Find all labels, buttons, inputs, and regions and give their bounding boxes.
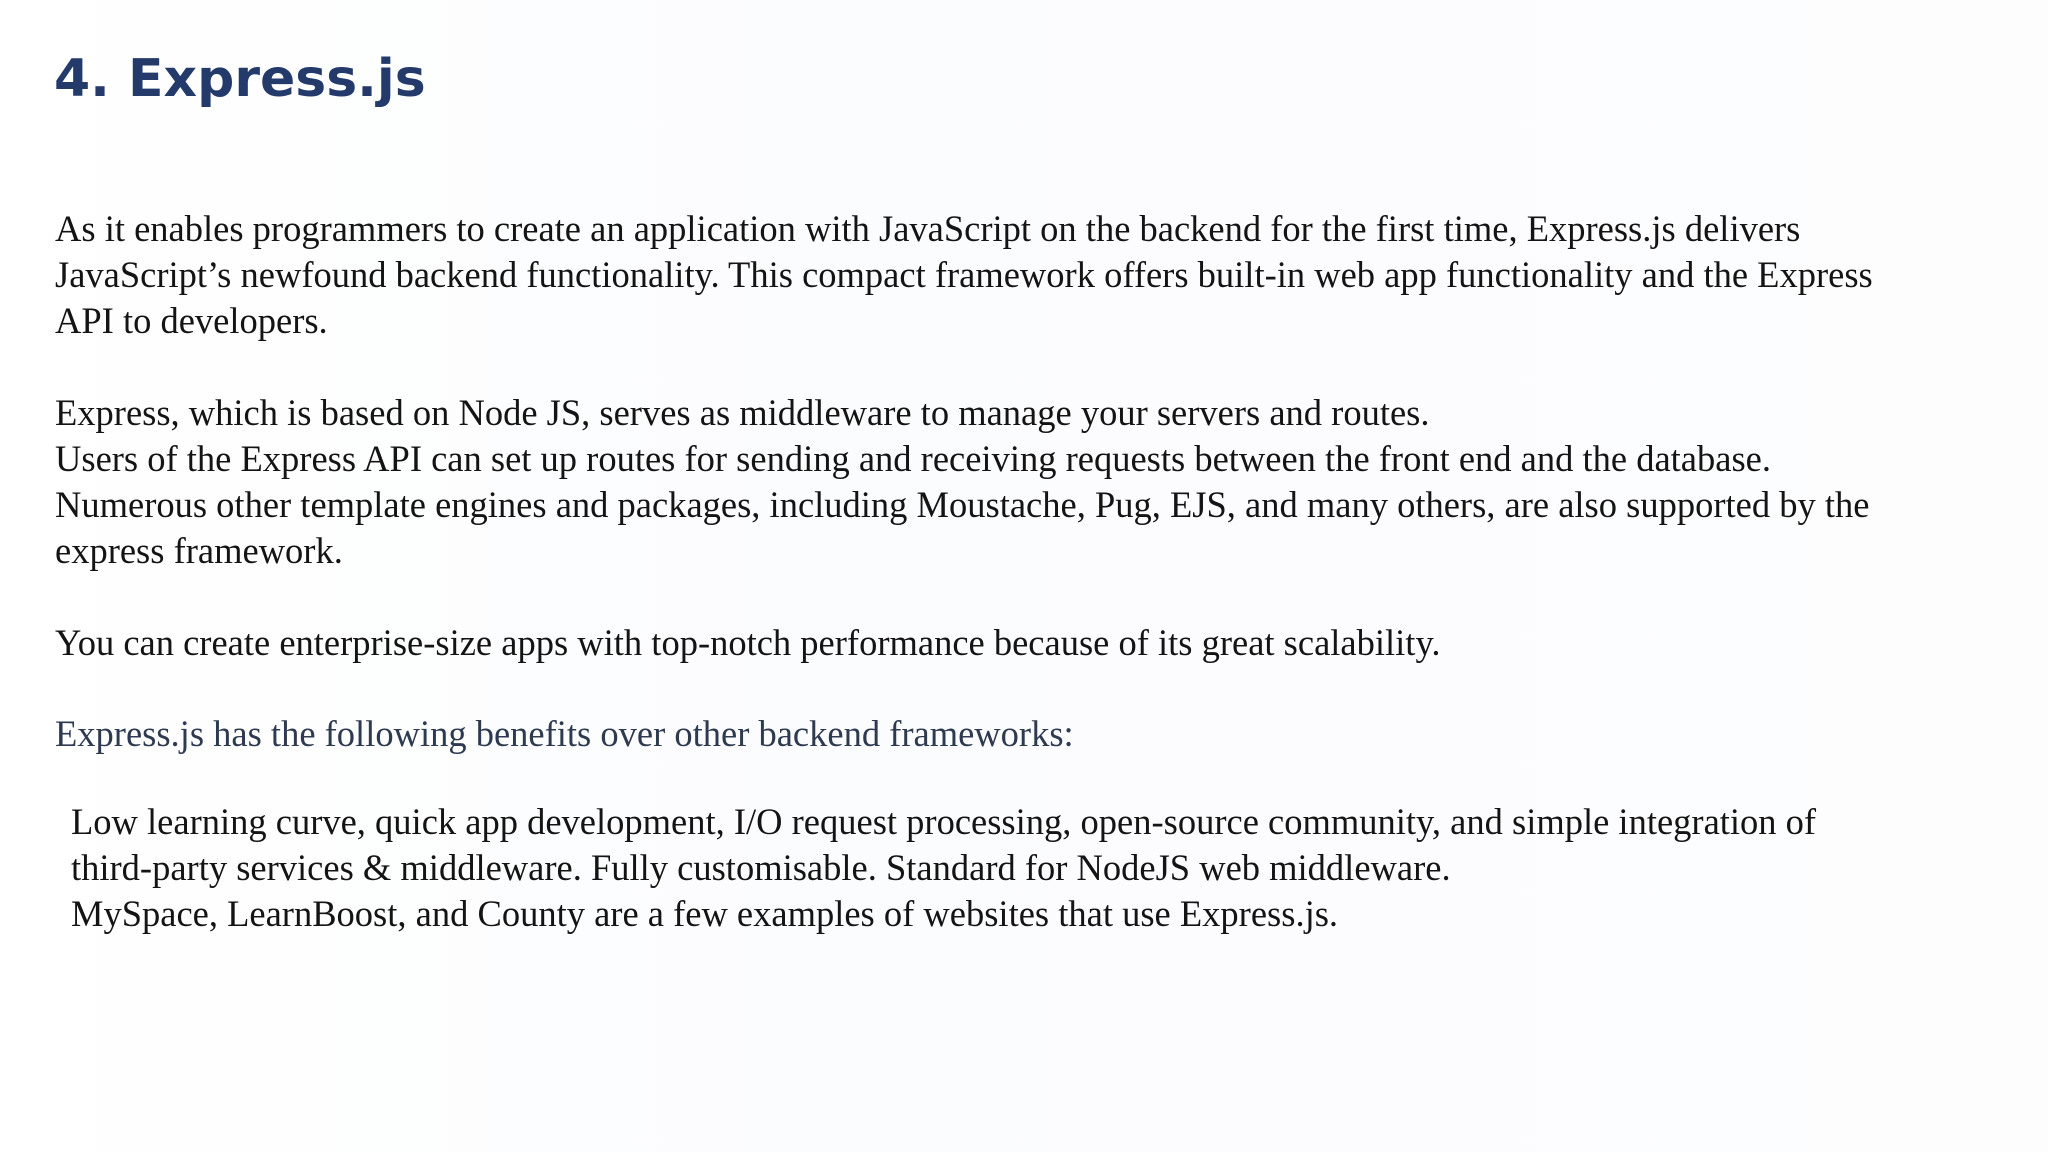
middleware-line-2: Users of the Express API can set up routes for sending and receiving requests between the front end and the database. xyxy=(55,438,1771,479)
benefits-line-2: third-party services & middleware. Fully customisable. Standard for NodeJS web middleware. xyxy=(71,847,1451,888)
middleware-line-4: express framework. xyxy=(55,530,343,571)
benefits-paragraph xyxy=(71,799,2048,937)
middleware-line-1: Express, which is based on Node JS, serves as middleware to manage your servers and routes. xyxy=(55,392,1430,433)
slide-title: 4. Express.js xyxy=(54,49,426,109)
scalability-line-1: You can create enterprise-size apps with top-notch performance because of its great scalability. xyxy=(55,622,1441,663)
intro-line-3: API to developers. xyxy=(55,300,328,341)
middleware-paragraph xyxy=(55,390,2035,574)
benefits-line-3: MySpace, LearnBoost, and County are a few examples of websites that use Express.js. xyxy=(71,893,1339,934)
benefits-line-1: Low learning curve, quick app development, I/O request processing, open-source community, and simple integration of xyxy=(71,801,1817,842)
intro-line-1: As it enables programmers to create an application with JavaScript on the backend for the first time, Express.js delivers xyxy=(55,208,1801,249)
benefits-intro-paragraph xyxy=(55,711,2035,757)
intro-line-2: JavaScript’s newfound backend functionality. This compact framework offers built-in web app functionality and the Express xyxy=(55,254,1873,295)
middleware-line-3: Numerous other template engines and packages, including Moustache, Pug, EJS, and many others, are also supported by the xyxy=(55,484,1870,525)
benefits-intro-line-1: Express.js has the following benefits over other backend frameworks: xyxy=(55,713,1074,754)
intro-paragraph xyxy=(55,206,2035,344)
scalability-paragraph xyxy=(55,620,2035,666)
